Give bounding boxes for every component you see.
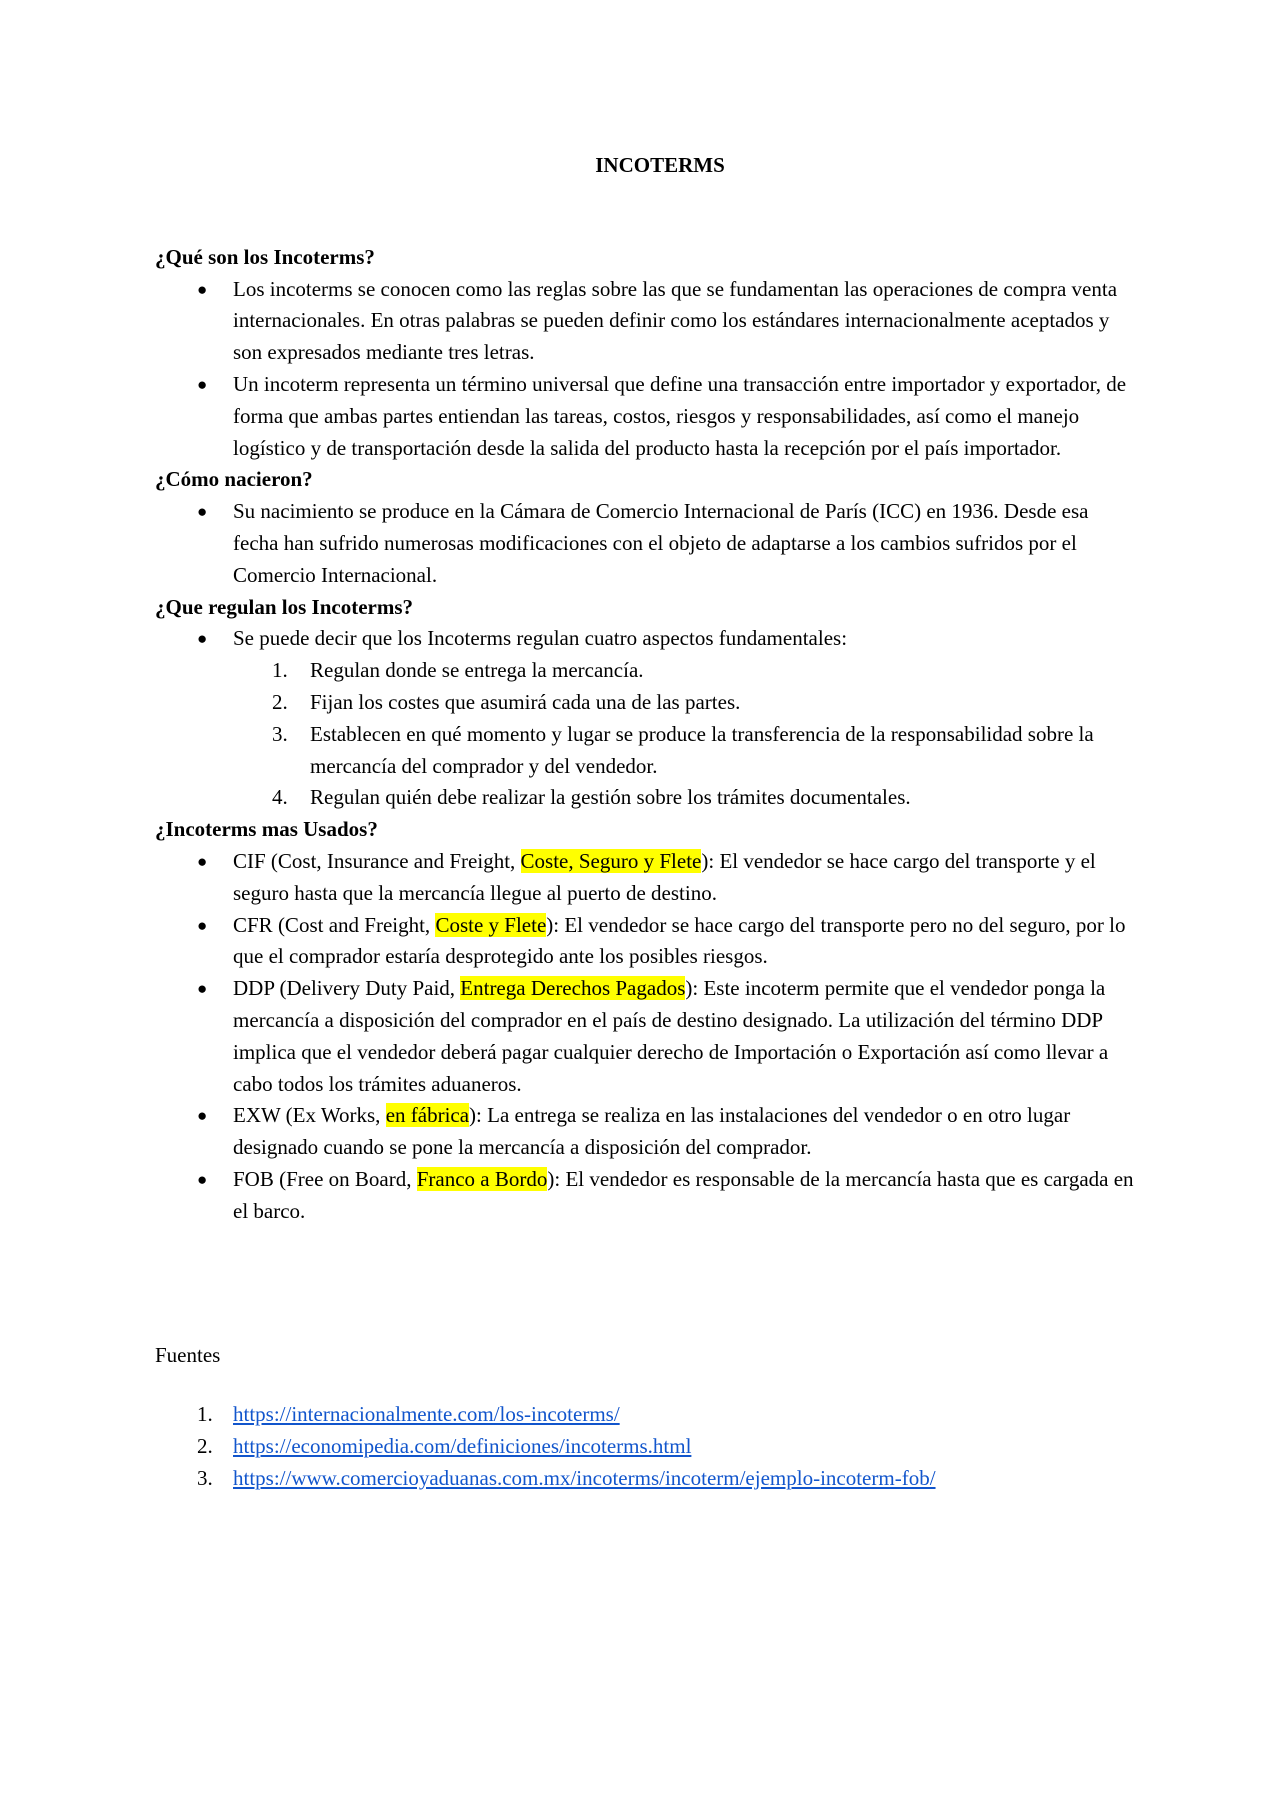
sources-label: Fuentes [155,1342,221,1367]
bullet-icon: ● [197,851,208,871]
highlighted-text: Coste y Flete [435,912,547,937]
incoterm-item [155,846,1135,910]
bullet-list [155,496,1135,591]
item-number: 2. [197,1434,213,1459]
source-link[interactable]: https://economipedia.com/definiciones/incoterms.html [233,1434,692,1459]
item-number: 2. [272,689,288,714]
item-number: 1. [272,658,288,683]
incoterm-text: CIF (Cost, Insurance and Freight, Coste, Seguro y Flete): El vendedor se hace cargo del transporte y el seguro hasta que la mercancía llegue al puerto de destino. [233,848,1096,905]
bullet-icon: ● [197,502,208,522]
bullet-text: Los incoterms se conocen como las reglas sobre las que se fundamentan las operaciones de compra venta internacionales. En otras palabras se pueden definir como los estándares internacionalmente aceptados y son expresados mediante tres letras. [233,276,1118,365]
bullet-icon: ● [197,629,208,649]
bullet-list [155,623,1135,655]
incoterm-item [155,1100,1135,1164]
source-item [155,1399,1135,1431]
bullet-text: Se puede decir que los Incoterms regulan cuatro aspectos fundamentales: [233,626,848,651]
numbered-list [155,655,1135,814]
item-number: 3. [272,721,288,746]
section-heading: ¿Cómo nacieron? [155,467,313,492]
incoterm-item [155,973,1135,1100]
numbered-item [155,687,1135,719]
highlighted-text: en fábrica [385,1103,470,1128]
bullet-item [155,496,1135,591]
document-body [155,150,1135,1495]
highlighted-text: Franco a Bordo [416,1166,548,1191]
bullet-text: Un incoterm representa un término universal que define una transacción entre importador y exportador, de forma que ambas partes entiendan las tareas, costos, riesgos y responsabilidades, así como el manejo logístico y de transportación desde la salida del producto hasta la recepción por el país importador. [233,371,1127,460]
source-link[interactable]: https://internacionalmente.com/los-incoterms/ [233,1402,620,1427]
incoterm-list [155,846,1135,1228]
item-number: 3. [197,1465,213,1490]
source-link[interactable]: https://www.comercioyaduanas.com.mx/incoterms/incoterm/ejemplo-incoterm-fob/ [233,1465,936,1490]
numbered-item [155,719,1135,783]
bullet-list [155,274,1135,465]
item-number: 1. [197,1402,213,1427]
document-title: INCOTERMS [595,153,725,177]
numbered-item [155,782,1135,814]
item-text: Regulan donde se entrega la mercancía. [310,658,644,683]
bullet-icon: ● [197,1106,208,1126]
sources-list [155,1399,1135,1494]
bullet-icon: ● [197,279,208,299]
incoterm-item [155,910,1135,974]
section-heading: ¿Que regulan los Incoterms? [155,594,414,619]
bullet-icon: ● [197,1169,208,1189]
incoterm-text: EXW (Ex Works, en fábrica): La entrega se realiza en las instalaciones del vendedor o en otro lugar designado cuando se pone la mercancía a disposición del comprador. [233,1103,1071,1160]
incoterm-item [155,1164,1135,1228]
incoterm-text: DDP (Delivery Duty Paid, Entrega Derechos Pagados): Este incoterm permite que el vendedor ponga la mercancía a disposición del comprador en el país de destino designado. La utilización del término DDP implica que el vendedor deberá pagar cualquier derecho de Importación o Exportación así como llevar a cabo todos los trámites aduaneros. [233,976,1109,1096]
numbered-item [155,655,1135,687]
item-text: Regulan quién debe realizar la gestión sobre los trámites documentales. [310,785,911,810]
item-text: Establecen en qué momento y lugar se produce la transferencia de la responsabilidad sobre la mercancía del comprador y del vendedor. [310,721,1094,778]
section-heading: ¿Qué son los Incoterms? [155,244,375,269]
bullet-item [155,369,1135,464]
highlighted-text: Entrega Derechos Pagados [460,976,686,1001]
source-item [155,1463,1135,1495]
bullet-item [155,623,1135,655]
incoterm-text: CFR (Cost and Freight, Coste y Flete): El vendedor se hace cargo del transporte pero no del seguro, por lo que el comprador estaría desprotegido ante los posibles riesgos. [233,912,1126,969]
bullet-icon: ● [197,374,208,394]
section-heading: ¿Incoterms mas Usados? [155,817,378,842]
incoterm-text: FOB (Free on Board, Franco a Bordo): El vendedor es responsable de la mercancía hasta que es cargada en el barco. [233,1166,1134,1223]
bullet-text: Su nacimiento se produce en la Cámara de Comercio Internacional de París (ICC) en 1936. Desde esa fecha han sufrido numerosas modificaciones con el objeto de adaptarse a los cambios sufridos por el Comercio Internacional. [233,499,1089,587]
highlighted-text: Coste, Seguro y Flete [520,848,702,873]
bullet-item [155,274,1135,369]
bullet-icon: ● [197,979,208,999]
source-item [155,1431,1135,1463]
item-text: Fijan los costes que asumirá cada una de las partes. [310,689,741,714]
item-number: 4. [272,785,288,810]
bullet-icon: ● [197,915,208,935]
